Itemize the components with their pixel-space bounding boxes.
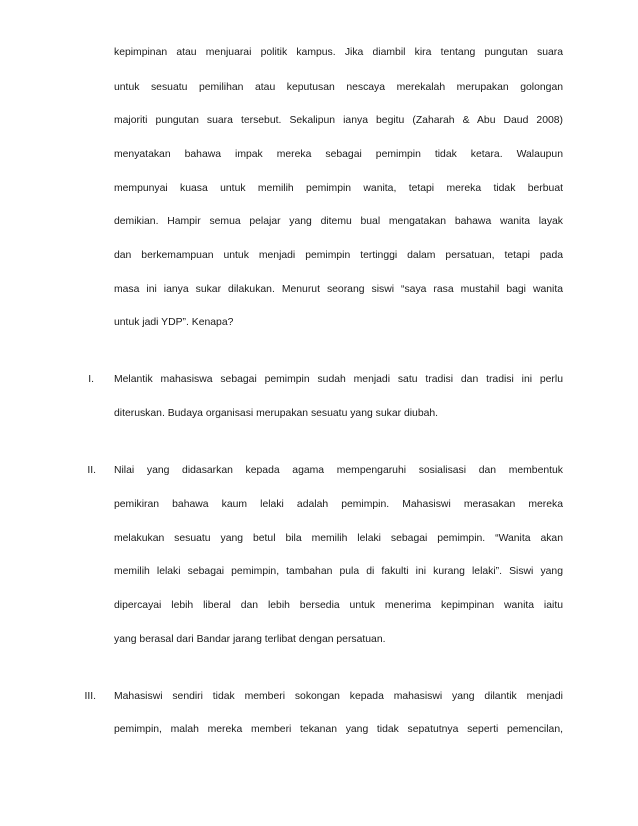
paragraph-line: majoriti pungutan suara tersebut. Sekalipun ianya begitu (Zaharah & Abu Daud 2008)	[114, 115, 563, 126]
paragraph-line: pemikiran bahawa kaum lelaki adalah pemimpin. Mahasiswi merasakan mereka	[114, 499, 563, 510]
paragraph-line: dipercayai lebih liberal dan lebih bersedia untuk menerima kepimpinan wanita iaitu	[114, 600, 563, 611]
paragraph-line: Melantik mahasiswa sebagai pemimpin sudah menjadi satu tradisi dan tradisi ini perlu	[114, 374, 563, 385]
paragraph-line: pemimpin, malah mereka memberi tekanan yang tidak sepatutnya seperti pemencilan,	[114, 724, 563, 735]
list-item-marker: II.	[87, 465, 96, 476]
paragraph-line: untuk sesuatu pemilihan atau keputusan nescaya merekalah merupakan golongan	[114, 82, 563, 93]
list-item-marker: I.	[88, 374, 94, 385]
paragraph-line: yang berasal dari Bandar jarang terlibat dengan persatuan.	[114, 634, 386, 645]
paragraph-line: untuk jadi YDP”. Kenapa?	[114, 317, 234, 328]
paragraph-line: dan berkemampuan untuk menjadi pemimpin tertinggi dalam persatuan, tetapi pada	[114, 250, 563, 261]
paragraph-line: Mahasiswi sendiri tidak memberi sokongan kepada mahasiswi yang dilantik menjadi	[114, 691, 563, 702]
paragraph-line: masa ini ianya sukar dilakukan. Menurut seorang siswi “saya rasa mustahil bagi wanita	[114, 284, 563, 295]
paragraph-line: Nilai yang didasarkan kepada agama mempengaruhi sosialisasi dan membentuk	[114, 465, 563, 476]
paragraph-line: demikian. Hampir semua pelajar yang ditemu bual mengatakan bahawa wanita layak	[114, 216, 563, 227]
paragraph-line: diteruskan. Budaya organisasi merupakan sesuatu yang sukar diubah.	[114, 408, 439, 419]
paragraph-line: mempunyai kuasa untuk memilih pemimpin wanita, tetapi mereka tidak berbuat	[114, 183, 563, 194]
list-item-marker: III.	[84, 691, 96, 702]
paragraph-line: memilih lelaki sebagai pemimpin, tambahan pula di fakulti ini kurang lelaki”. Siswi yang	[114, 566, 563, 577]
paragraph-line: menyatakan bahawa impak mereka sebagai pemimpin tidak ketara. Walaupun	[114, 149, 563, 160]
paragraph-line: kepimpinan atau menjuarai politik kampus. Jika diambil kira tentang pungutan suara	[114, 47, 563, 58]
paragraph-line: melakukan sesuatu yang betul bila memilih lelaki sebagai pemimpin. “Wanita akan	[114, 533, 563, 544]
